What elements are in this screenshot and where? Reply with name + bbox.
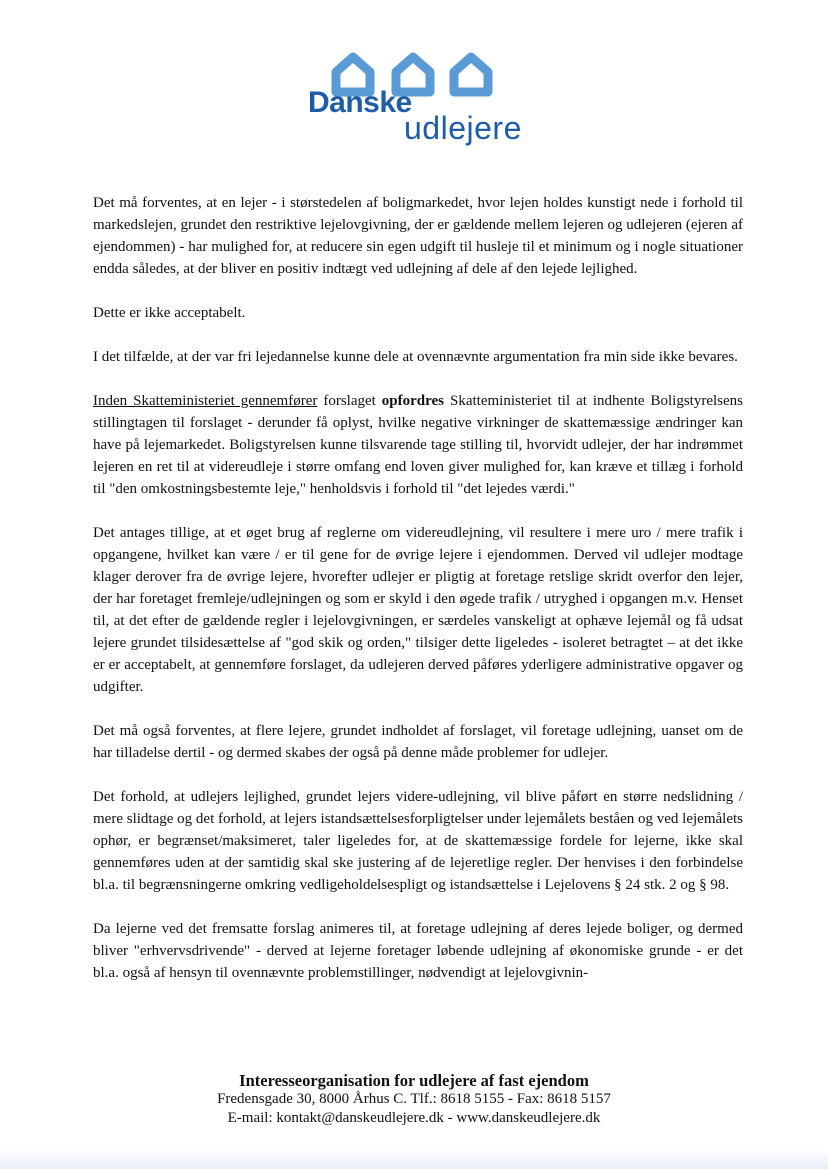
- paragraph-7: Det forhold, at udlejers lejlighed, grundet lejers videre-udlejning, vil blive påført en større nedslidning / mere slidtage og det forhold, at lejers istandsættelsesforpligtelser under lejemålets beståen og ved lejemålets ophør, er begrænset/maksimeret, taler ligeledes for, at de skattemæssige fordele for lejerne, ikke skal gennemføres uden at der samtidig skal ske justering af de lejeretlige regler. Der henvises i den forbindelse bl.a. til begrænsningerne omkring vedligeholdelsespligt og istandsættelse i Lejelovens § 24 stk. 2 og § 98.: [93, 789, 743, 893]
- paragraph-5: Det antages tillige, at et øget brug af reglerne om videreudlejning, vil resultere i mere uro / mere trafik i opgangene, hvilket kan være / er til gene for de øvrige lejere i ejendommen. Derved vil udlejer modtage klager derover fra de øvrige lejere, hvorefter udlejer er pligtig at foretage retslige skridt overfor den lejer, der har foretaget fremleje/udlejningen og som er skyld i den øgede trafik / utryghed i opgangen m.v. Henset til, at det efter de gældende regler i lejelovgivningen, er særdeles vanskeligt at ophæve lejemål og få udsat lejere grundet tilsidesættelse af "god skik og orden," tilsiger dette ligeledes - isoleret betragtet – at det ikke er er acceptabelt, at gennemføre forslaget, da udlejeren derved påføres yderligere administrative opgaver og udgifter.: [93, 525, 743, 695]
- paragraph-6: Det må også forventes, at flere lejere, grundet indholdet af forslaget, vil foretage udlejning, uanset om de har tilladelse dertil - og dermed skabes der også på denne måde problemer for udlejer.: [93, 723, 743, 761]
- bottom-band: [0, 1150, 828, 1169]
- paragraph-8: Da lejerne ved det fremsatte forslag animeres til, at foretage udlejning af deres lejede boliger, og dermed bliver "erhvervsdrivende" - derved at lejerne foretager løbende udlejning af økonomiske grunde - er det bl.a. også af hensyn til ovennævnte problemstillinger, nødvendigt at lejelovgivnin-: [93, 921, 743, 981]
- paragraph-4: [93, 390, 743, 500]
- logo-word-danske: Danske: [308, 86, 412, 119]
- paragraph-4-rest: Skatteministeriet til at indhente Boligstyrelsens stillingtagen til forslaget - derunder få oplyst, hvilke negative virkninger de skattemæssige ændringer kan have på lejemarkedet. Boligstyrelsen kunne tilsvarende tage stilling til, hvorvidt udlejer, der har indrømmet lejeren en ret til at videreudleje i større omfang end loven giver mulighed for, kan kræve et tillæg i forhold til "den omkostningsbestemte leje," henholdsvis i forhold til "det lejedes værdi.": [93, 393, 743, 497]
- footer-org: Interesseorganisation for udlejere af fast ejendom: [239, 1071, 589, 1090]
- footer-address: Fredensgade 30, 8000 Århus C. Tlf.: 8618 5155 - Fax: 8618 5157: [217, 1091, 611, 1107]
- footer: [0, 1071, 828, 1128]
- logo: [306, 48, 546, 148]
- logo-word-udlejere: udlejere: [404, 110, 522, 146]
- paragraph-4-mid: forslaget: [317, 393, 382, 409]
- paragraph-2: Dette er ikke acceptabelt.: [93, 305, 246, 321]
- letter-body: [93, 192, 743, 1006]
- paragraph-1: Det må forventes, at en lejer - i størstedelen af boligmarkedet, hvor lejen holdes kunstigt nede i forhold til markedslejen, grundet den restriktive lejelovgivning, der er gældende mellem lejeren og udlejeren (ejeren af ejendommen) - har mulighed for, at reducere sin egen udgift til husleje til et minimum og i nogle situationer endda således, at der bliver en positiv indtægt ved udlejning af dele af den lejede lejlighed.: [93, 195, 743, 277]
- paragraph-3: I det tilfælde, at der var fri lejedannelse kunne dele at ovennævnte argumentation fra min side ikke bevares.: [93, 349, 738, 365]
- underlined-phrase: Inden Skatteministeriet gennemfører: [93, 393, 318, 409]
- footer-contact: E-mail: kontakt@danskeudlejere.dk - www.danskeudlejere.dk: [227, 1110, 601, 1126]
- bold-word: opfordres: [381, 393, 445, 409]
